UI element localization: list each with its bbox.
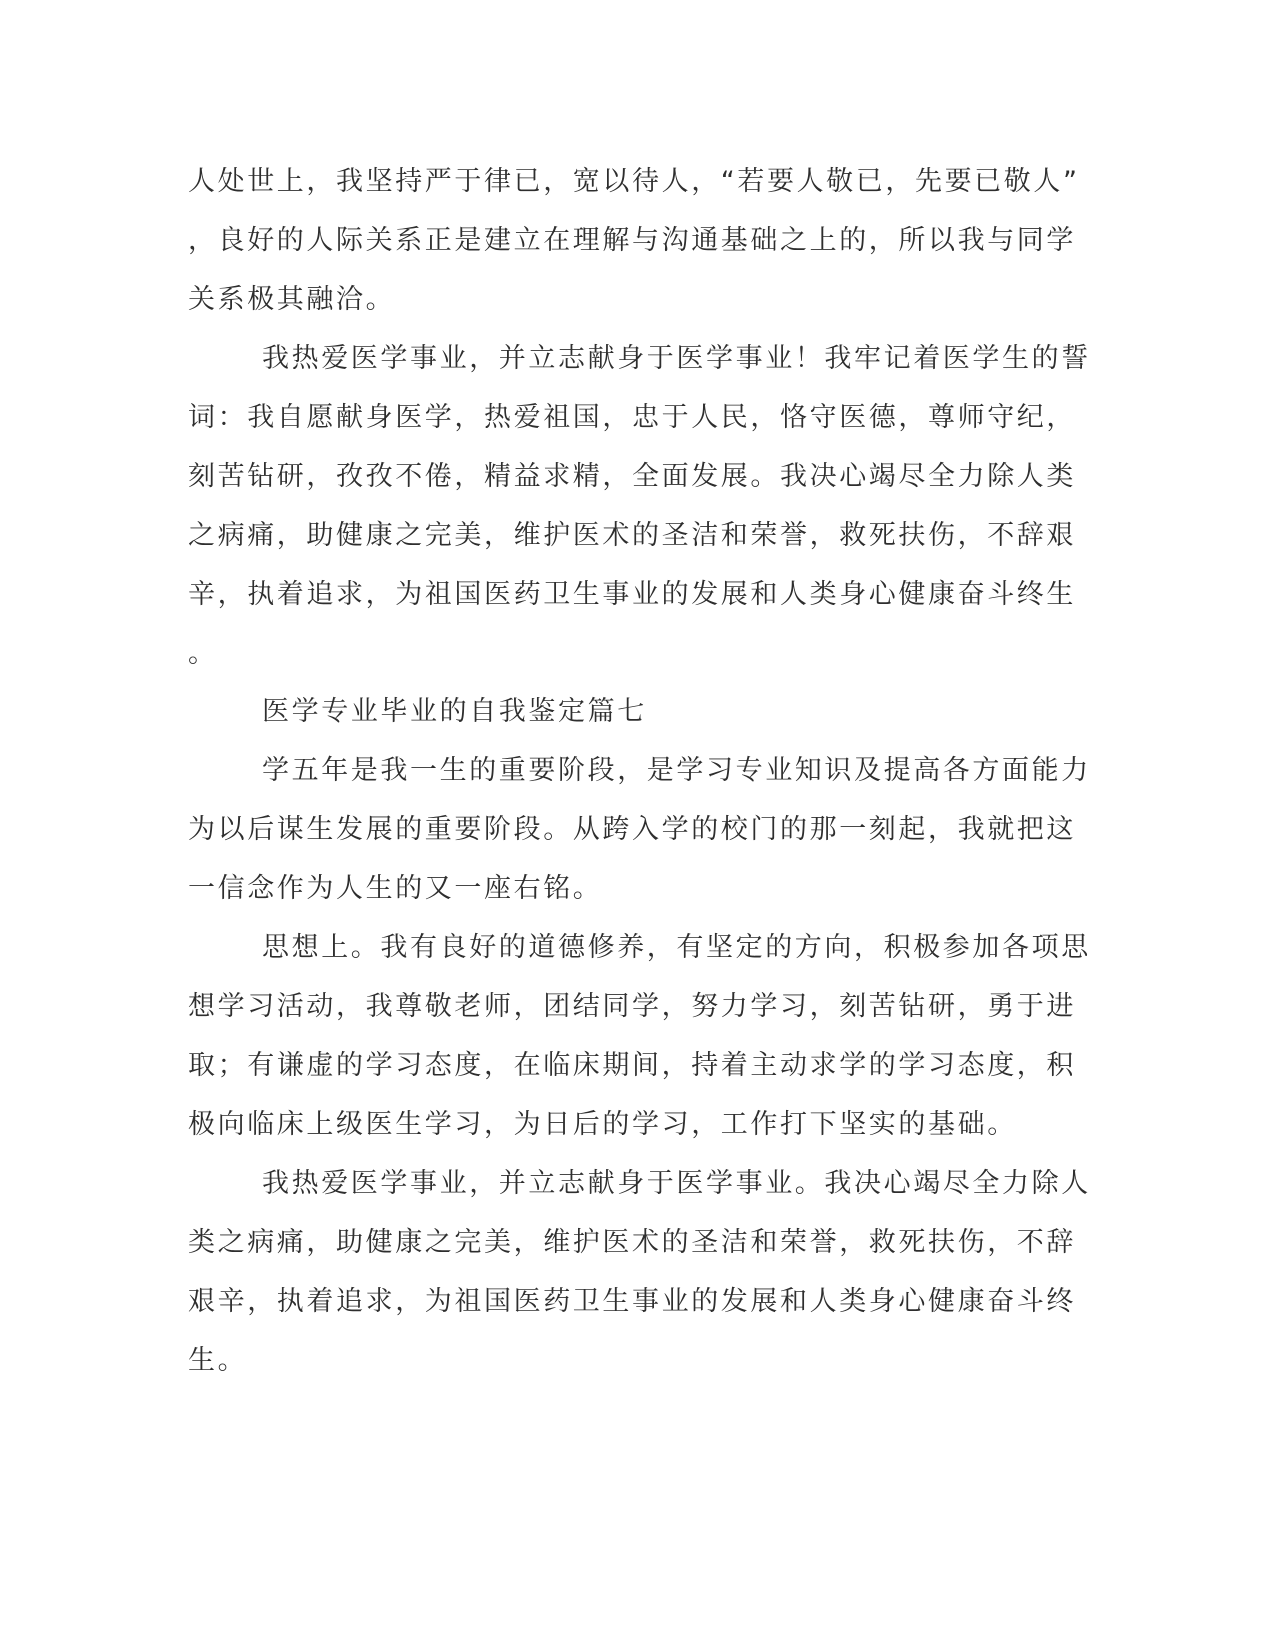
- text-line: 我热爱医学事业，并立志献身于医学事业。我决心竭尽全力除人: [262, 1168, 1091, 1199]
- text-line: 类之病痛，助健康之完美，维护医术的圣洁和荣誉，救死扶伤，不辞: [188, 1227, 1076, 1258]
- text-line: 取；有谦虚的学习态度，在临床期间，持着主动求学的学习态度，积: [188, 1050, 1076, 1081]
- text-line: 人处世上，我坚持严于律已，宽以待人，“若要人敬已，先要已敬人”: [188, 166, 1080, 197]
- text-line: 。: [188, 638, 218, 669]
- text-line: 生。: [188, 1345, 248, 1376]
- text-line: 极向临床上级医生学习，为日后的学习，工作打下坚实的基础。: [188, 1109, 1017, 1140]
- text-line: 刻苦钻研，孜孜不倦，精益求精，全面发展。我决心竭尽全力除人类: [188, 461, 1076, 492]
- text-line: 为以后谋生发展的重要阶段。从跨入学的校门的那一刻起，我就把这: [188, 814, 1076, 845]
- text-line: 之病痛，助健康之完美，维护医术的圣洁和荣誉，救死扶伤，不辞艰: [188, 520, 1076, 551]
- text-line: 艰辛，执着追求，为祖国医药卫生事业的发展和人类身心健康奋斗终: [188, 1286, 1076, 1317]
- text-line: 词：我自愿献身医学，热爱祖国，忠于人民，恪守医德，尊师守纪，: [188, 402, 1076, 433]
- text-line: 辛，执着追求，为祖国医药卫生事业的发展和人类身心健康奋斗终生: [188, 579, 1076, 610]
- section-heading: 医学专业毕业的自我鉴定篇七: [262, 696, 647, 727]
- text-line: 思想上。我有良好的道德修养，有坚定的方向，积极参加各项思: [262, 932, 1091, 963]
- text-line: 我热爱医学事业，并立志献身于医学事业！我牢记着医学生的誓: [262, 343, 1091, 374]
- text-line: ，良好的人际关系正是建立在理解与沟通基础之上的，所以我与同学: [188, 225, 1076, 256]
- text-line: 关系极其融洽。: [188, 284, 396, 315]
- text-line: 一信念作为人生的又一座右铭。: [188, 873, 603, 904]
- text-line: 想学习活动，我尊敬老师，团结同学，努力学习，刻苦钻研，勇于进: [188, 991, 1076, 1022]
- text-line: 学五年是我一生的重要阶段，是学习专业知识及提高各方面能力: [262, 755, 1091, 786]
